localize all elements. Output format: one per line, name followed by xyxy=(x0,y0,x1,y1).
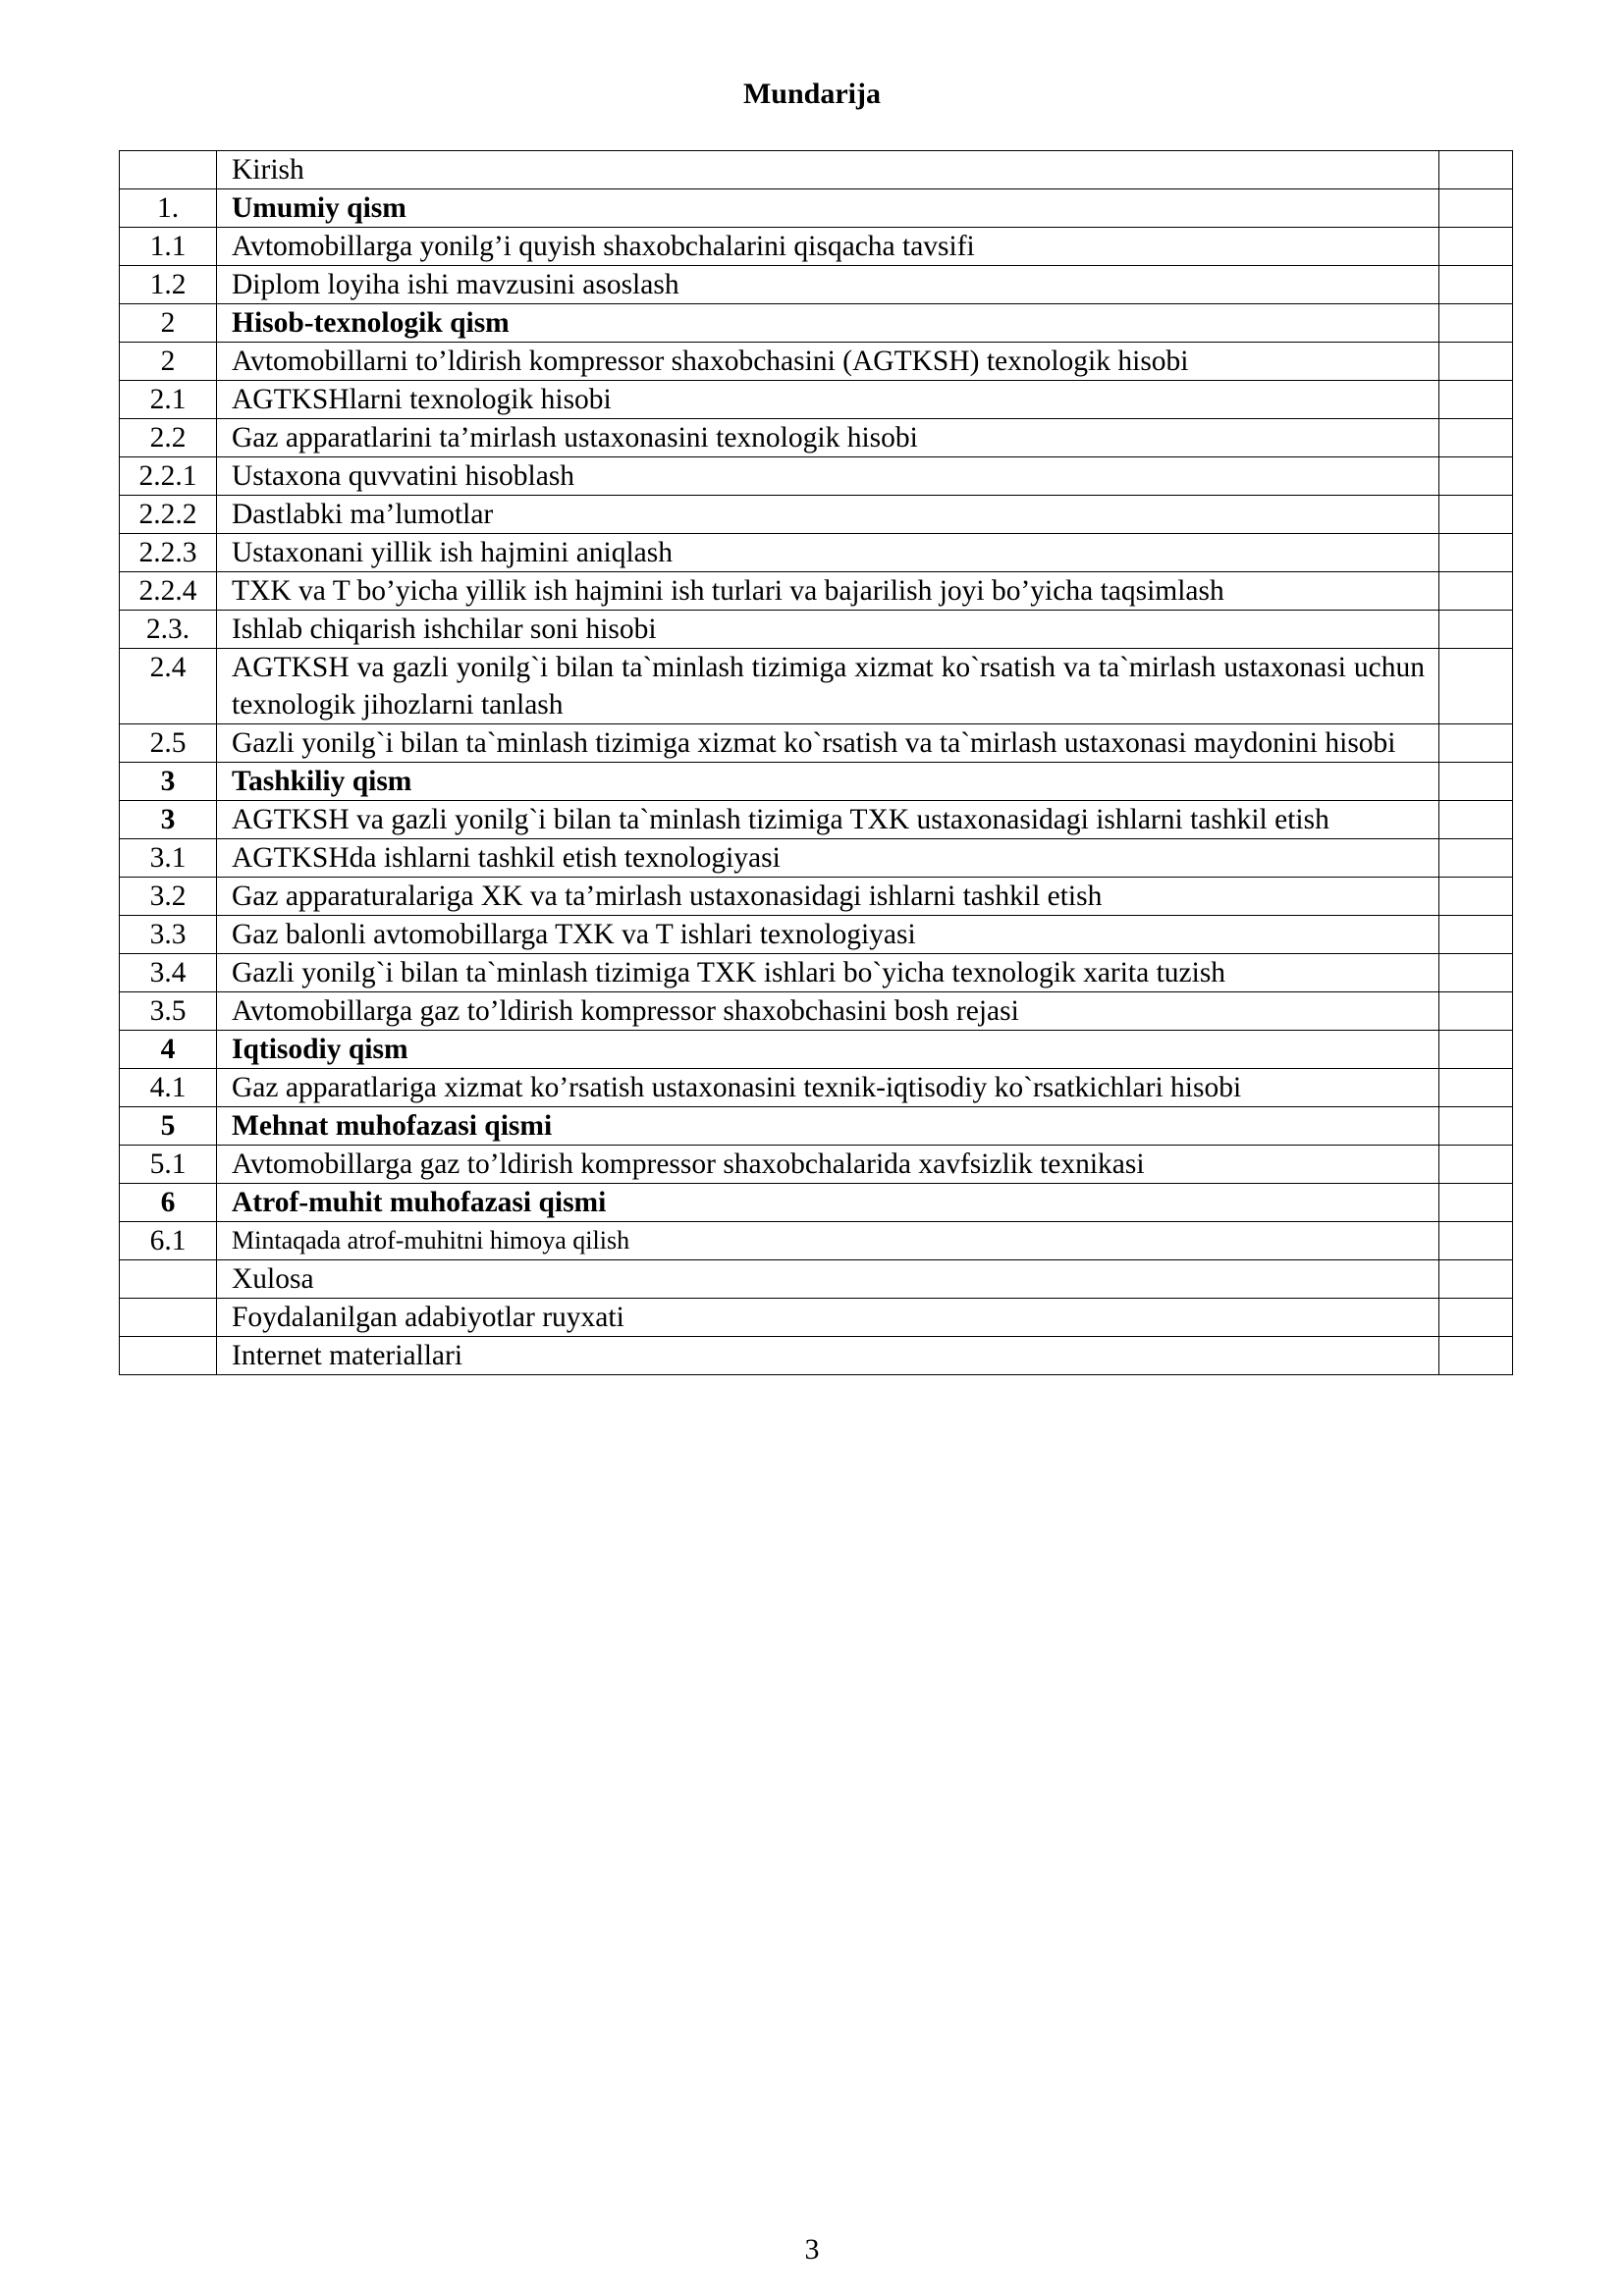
toc-section-title: AGTKSHlarni texnologik hisobi xyxy=(217,381,1439,419)
toc-section-number: 2 xyxy=(120,304,217,343)
toc-section-title: Gaz balonli avtomobillarga TXK va T ishlari texnologiyasi xyxy=(217,916,1439,954)
toc-section-title: Kirish xyxy=(217,151,1439,189)
toc-row xyxy=(120,572,1513,611)
toc-section-number xyxy=(120,1337,217,1375)
toc-section-title: Umumiy qism xyxy=(217,189,1439,228)
toc-section-title: Avtomobillarga yonilg’i quyish shaxobchalarini qisqacha tavsifi xyxy=(217,228,1439,266)
toc-section-title: Atrof-muhit muhofazasi qismi xyxy=(217,1184,1439,1222)
toc-section-number xyxy=(120,151,217,189)
toc-page-number xyxy=(1439,1031,1513,1069)
toc-page-number xyxy=(1439,151,1513,189)
toc-section-title: Avtomobillarga gaz to’ldirish kompressor shaxobchasini bosh rejasi xyxy=(217,992,1439,1031)
toc-section-number: 2.4 xyxy=(120,649,217,724)
toc-page-number xyxy=(1439,878,1513,916)
toc-row xyxy=(120,228,1513,266)
toc-row xyxy=(120,496,1513,534)
toc-page-number xyxy=(1439,1184,1513,1222)
toc-section-number: 1. xyxy=(120,189,217,228)
toc-section-number: 3.5 xyxy=(120,992,217,1031)
toc-page-number xyxy=(1439,304,1513,343)
toc-row xyxy=(120,724,1513,763)
toc-row xyxy=(120,839,1513,878)
toc-row xyxy=(120,304,1513,343)
toc-section-title: Mintaqada atrof-muhitni himoya qilish xyxy=(217,1222,1439,1260)
toc-section-title: Internet materiallari xyxy=(217,1337,1439,1375)
toc-section-title: Gaz apparatlarini ta’mirlash ustaxonasini texnologik hisobi xyxy=(217,419,1439,457)
toc-section-number: 2.2 xyxy=(120,419,217,457)
toc-row xyxy=(120,343,1513,381)
toc-page-number xyxy=(1439,611,1513,649)
toc-page-number xyxy=(1439,1069,1513,1107)
toc-section-title: AGTKSH va gazli yonilg`i bilan ta`minlash tizimiga xizmat ko`rsatish va ta`mirlash ustaxonasi uchun texnologik jihozlarni tanlash xyxy=(217,649,1439,724)
toc-row xyxy=(120,534,1513,572)
toc-section-title: Gazli yonilg`i bilan ta`minlash tizimiga xizmat ko`rsatish va ta`mirlash ustaxonasi maydonini hisobi xyxy=(217,724,1439,763)
toc-row xyxy=(120,151,1513,189)
toc-page-number xyxy=(1439,1337,1513,1375)
toc-section-number: 2.5 xyxy=(120,724,217,763)
toc-section-title: Gaz apparaturalariga XK va ta’mirlash ustaxonasidagi ishlarni tashkil etish xyxy=(217,878,1439,916)
toc-page-number xyxy=(1439,457,1513,496)
toc-row xyxy=(120,381,1513,419)
toc-section-number xyxy=(120,1260,217,1299)
toc-section-title: Diplom loyiha ishi mavzusini asoslash xyxy=(217,266,1439,304)
toc-page-number xyxy=(1439,1107,1513,1146)
toc-section-number: 2.1 xyxy=(120,381,217,419)
toc-page-number xyxy=(1439,763,1513,801)
toc-section-title: Gaz apparatlariga xizmat ko’rsatish ustaxonasini texnik-iqtisodiy ko`rsatkichlari hisobi xyxy=(217,1069,1439,1107)
toc-section-title: Mehnat muhofazasi qismi xyxy=(217,1107,1439,1146)
toc-row xyxy=(120,419,1513,457)
toc-section-number: 3 xyxy=(120,763,217,801)
toc-section-title: Gazli yonilg`i bilan ta`minlash tizimiga TXK ishlari bo`yicha texnologik xarita tuzish xyxy=(217,954,1439,992)
toc-page-number xyxy=(1439,419,1513,457)
toc-page-number xyxy=(1439,189,1513,228)
toc-row xyxy=(120,649,1513,724)
toc-page-number xyxy=(1439,534,1513,572)
toc-page-number xyxy=(1439,954,1513,992)
toc-row xyxy=(120,992,1513,1031)
toc-section-number: 5.1 xyxy=(120,1146,217,1184)
toc-page-number xyxy=(1439,228,1513,266)
toc-section-number: 3.1 xyxy=(120,839,217,878)
toc-section-number xyxy=(120,1299,217,1337)
toc-section-number: 2.2.2 xyxy=(120,496,217,534)
toc-section-number: 5 xyxy=(120,1107,217,1146)
toc-page-number xyxy=(1439,343,1513,381)
toc-section-title: Iqtisodiy qism xyxy=(217,1031,1439,1069)
toc-section-number: 3.4 xyxy=(120,954,217,992)
toc-section-title: Tashkiliy qism xyxy=(217,763,1439,801)
toc-section-number: 3.2 xyxy=(120,878,217,916)
toc-row xyxy=(120,1146,1513,1184)
toc-section-title: AGTKSHda ishlarni tashkil etish texnologiyasi xyxy=(217,839,1439,878)
toc-row xyxy=(120,1031,1513,1069)
toc-row xyxy=(120,763,1513,801)
toc-section-number: 2.2.3 xyxy=(120,534,217,572)
toc-section-number: 6 xyxy=(120,1184,217,1222)
toc-section-title: Avtomobillarni to’ldirish kompressor shaxobchasini (AGTKSH) texnologik hisobi xyxy=(217,343,1439,381)
toc-section-title: Xulosa xyxy=(217,1260,1439,1299)
toc-section-number: 2 xyxy=(120,343,217,381)
toc-section-title: Ustaxonani yillik ish hajmini aniqlash xyxy=(217,534,1439,572)
table-of-contents xyxy=(119,150,1513,1375)
toc-page-number xyxy=(1439,916,1513,954)
toc-row xyxy=(120,1069,1513,1107)
toc-row xyxy=(120,1299,1513,1337)
page-title: Mundarija xyxy=(742,78,881,110)
toc-page-number xyxy=(1439,266,1513,304)
toc-section-title: Foydalanilgan adabiyotlar ruyxati xyxy=(217,1299,1439,1337)
toc-page-number xyxy=(1439,1260,1513,1299)
toc-section-title: AGTKSH va gazli yonilg`i bilan ta`minlash tizimiga TXK ustaxonasidagi ishlarni tashkil etish xyxy=(217,801,1439,839)
toc-page-number xyxy=(1439,496,1513,534)
toc-row xyxy=(120,1222,1513,1260)
page-number: 3 xyxy=(804,2233,820,2266)
toc-row xyxy=(120,1107,1513,1146)
toc-section-title: Avtomobillarga gaz to’ldirish kompressor shaxobchalarida xavfsizlik texnikasi xyxy=(217,1146,1439,1184)
toc-page-number xyxy=(1439,381,1513,419)
toc-section-number: 6.1 xyxy=(120,1222,217,1260)
toc-section-number: 3 xyxy=(120,801,217,839)
toc-page-number xyxy=(1439,724,1513,763)
toc-section-number: 2.2.4 xyxy=(120,572,217,611)
toc-section-number: 4 xyxy=(120,1031,217,1069)
toc-row xyxy=(120,878,1513,916)
toc-row xyxy=(120,801,1513,839)
toc-page-number xyxy=(1439,572,1513,611)
toc-row xyxy=(120,1260,1513,1299)
toc-section-number: 4.1 xyxy=(120,1069,217,1107)
toc-page-number xyxy=(1439,1222,1513,1260)
toc-section-title: Hisob-texnologik qism xyxy=(217,304,1439,343)
toc-row xyxy=(120,1184,1513,1222)
toc-page-number xyxy=(1439,801,1513,839)
toc-section-number: 2.2.1 xyxy=(120,457,217,496)
toc-section-number: 1.1 xyxy=(120,228,217,266)
toc-row xyxy=(120,1337,1513,1375)
toc-row xyxy=(120,916,1513,954)
toc-page-number xyxy=(1439,1146,1513,1184)
toc-body xyxy=(120,151,1513,1375)
toc-row xyxy=(120,189,1513,228)
toc-section-number: 1.2 xyxy=(120,266,217,304)
toc-page-number xyxy=(1439,839,1513,878)
toc-section-number: 3.3 xyxy=(120,916,217,954)
toc-section-number: 2.3. xyxy=(120,611,217,649)
toc-section-title: Dastlabki ma’lumotlar xyxy=(217,496,1439,534)
toc-page-number xyxy=(1439,992,1513,1031)
toc-section-title: Ishlab chiqarish ishchilar soni hisobi xyxy=(217,611,1439,649)
toc-page-number xyxy=(1439,649,1513,724)
toc-row xyxy=(120,266,1513,304)
toc-section-title: TXK va T bo’yicha yillik ish hajmini ish turlari va bajarilish joyi bo’yicha taqsimlash xyxy=(217,572,1439,611)
toc-section-title: Ustaxona quvvatini hisoblash xyxy=(217,457,1439,496)
toc-row xyxy=(120,954,1513,992)
toc-row xyxy=(120,457,1513,496)
toc-page-number xyxy=(1439,1299,1513,1337)
toc-row xyxy=(120,611,1513,649)
